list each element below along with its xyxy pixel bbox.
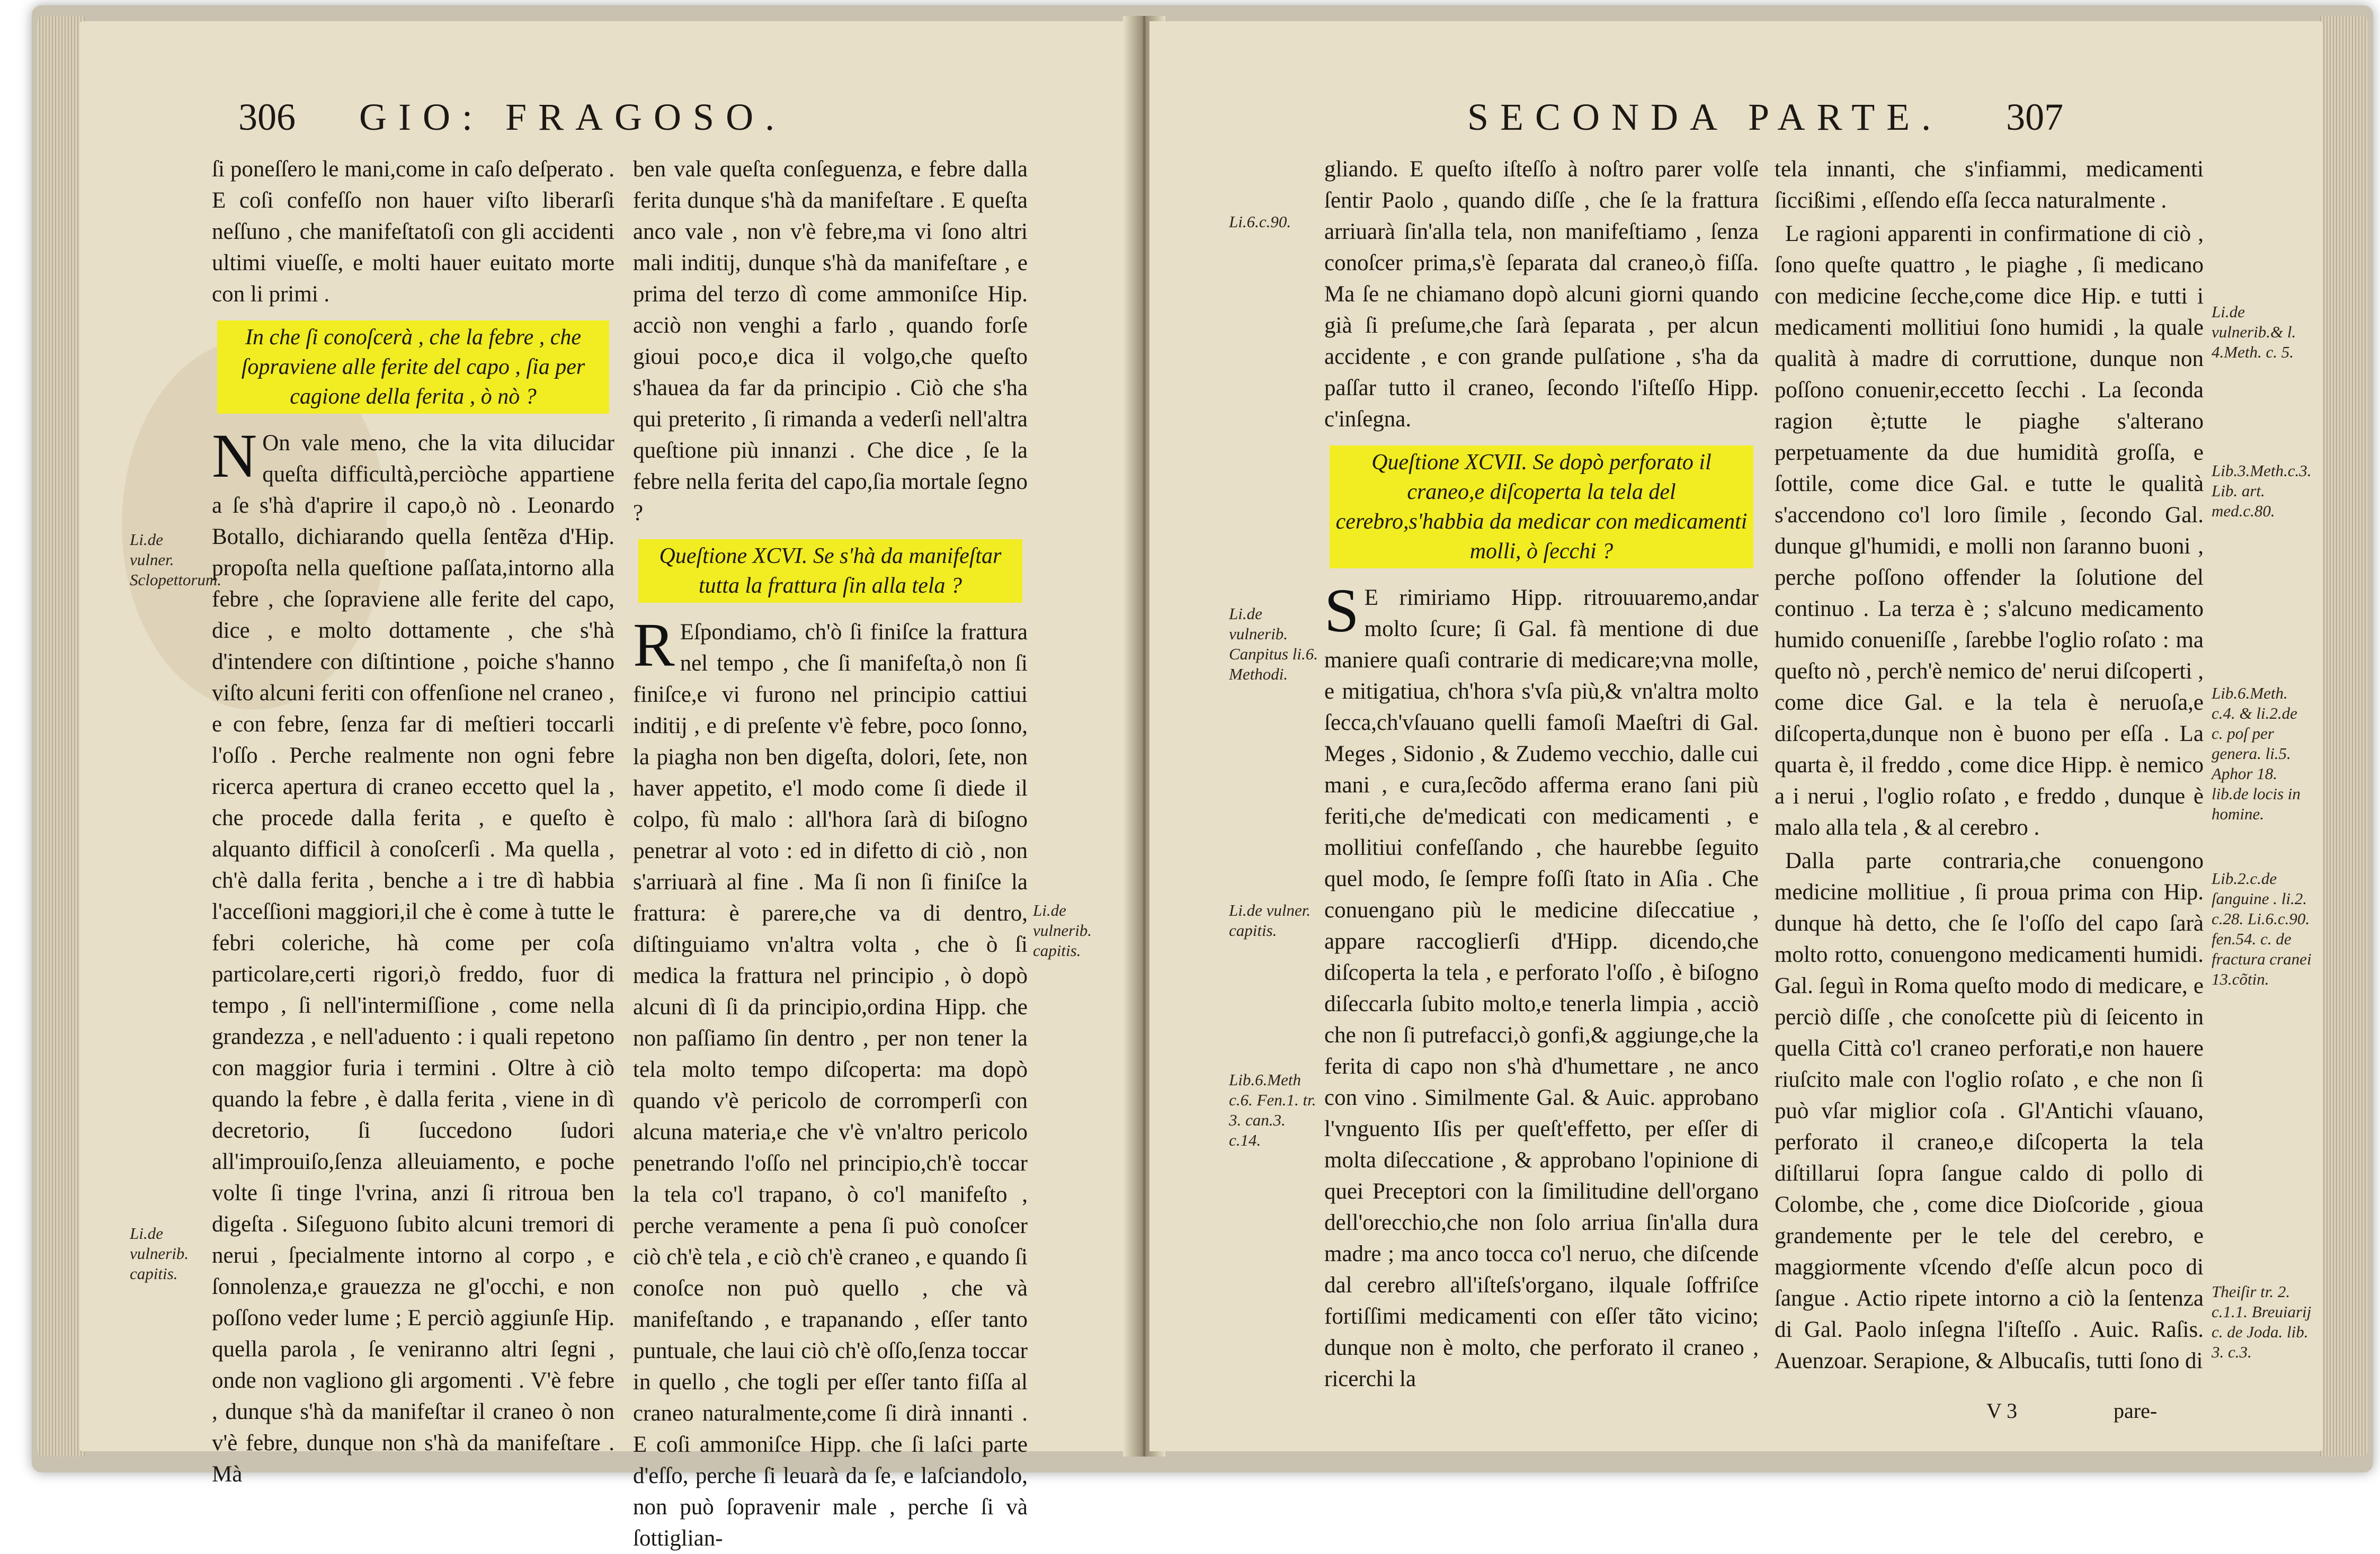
paragraph-text: Eſpondiamo, ch'ò ſi finiſce la frattura nel tempo , che ſi manifeſta,ò non ſi finiſce,e vi furono nel principio cattiui inditij , e di preſente v'è febre, poco ſonno, la piagha non ben digeſta, dolori, ſete, non haver appetito, e'l modo come ſi diede il colpo, fù malo : all'hora ſarà di biſogno penetrar al voto : ed in difetto di ciò , non s'arriuarà al fine . Ma ſi non ſi finiſce la frattura: è parere,che va di dentro, diſtinguiamo vn'altra volta , che ò ſi medica la frattura nel principio , ò dopò alcuni dì ſi da principio,ordina Hipp. che non paſſiamo ſin dentro , per non tener la tela molto tempo diſcoperta: ma dopò quando v'è pericolo de corromperſi con alcuna materia,e che v'è vn'altro pericolo penetrando l'oſſo nel principio,ch'è toccar la tela co'l trapano, ò co'l manifeſto , perche veramente a pena ſi può conoſcer ciò ch'è tela , e ciò ch'è craneo , e quando ſi conoſce non può quello , che và manifeſtando , e trapanando , eſſer tanto puntuale, che laui ciò ch'è oſſo,ſenza toccar in quello , che togli per eſſer tanto fiſſa al craneo naturalmente,come ſi dirà innanti . E coſi ammoniſce Hipp. che ſi laſci parte d'eſſo, perche ſi leuarà da ſe, e laſciandolo, non può ſopravenir male , perche ſi và ſottiglian- <box>633 620 1028 1551</box>
margin-note: Li.6.c.90. <box>1229 212 1291 231</box>
paragraph: ſi poneſſero le mani,come in caſo deſperato . E coſi confeſſo non hauer viſto liberarſi neſſuno , che manifeſtatoſi con gli accidenti ultimi viueſſe, e molti hauer euitato morte con li primi . <box>212 157 614 307</box>
catchword: pare- <box>2114 1399 2158 1423</box>
left-running-title: GIO: FRAGOSO. <box>359 96 787 138</box>
right-page <box>1149 21 2323 1451</box>
margin-note: Lib.6.Meth c.6. Fen.1. tr. 3. can.3. c.14. <box>1229 1070 1316 1149</box>
paragraph-with-dropcap <box>1324 576 1759 1395</box>
margin-note: Lib.3.Meth.c.3. Lib. art. med.c.80. <box>2212 461 2312 520</box>
margin-note: Theiſir tr. 2. c.1.1. Breuiarij c. de Joda. lib. 3. c.3. <box>2212 1282 2312 1361</box>
left-page-number: 306 <box>238 96 296 138</box>
right-column-2 <box>1775 154 2204 1414</box>
left-running-head <box>238 95 786 139</box>
highlighted-question-heading: Queſtione XCVII. Se dopò perforato il craneo,e diſcoperta la tela del cerebro,s'habbia da medicar con medicamenti molli, ò ſecchi ? <box>1330 445 1753 568</box>
page-edges-right <box>2320 16 2368 1457</box>
paragraph-text: E rimiriamo Hipp. ritrouuaremo,andar molto ſcure; ſi Gal. fà mentione di due maniere quaſi contrarie di medicare;vna molle, e mitigatiua, ch'hora s'vſa più,& vn'altra molto ſecca,ch'vſauano quelli famoſi Maeſtri di Gal. Meges , Sidonio , & Zudemo vecchio, dalle cui mani , e cura,ſecõdo afferma erano ſani più feriti,che de'medicati con medicamenti , e mollitiui confeſſando , che haurebbe ſeguito quel modo, ſe ſempre foſſi ſtato in Aſia . Che conuengano più le medicine diſeccatiue , appare raccoglierſi d'Hipp. dicendo,che diſcoperta la tela , e perforato l'oſſo , è biſogno diſeccarla ſubito molto,e tenerla limpia , acciò che non ſi putrefacci,ò gonfi,& aggiunge,che la ferita di capo non s'hà d'humettare , ne anco con vino . Similmente Gal. & Auic. approbano l'vnguento Iſis per queſt'effetto, per eſſer di molta diſeccatione , & approbano l'opinione di quei Preceptori con la ſimilitudine dell'organo dell'orecchio,che non ſolo arriua ſin'alla dura madre ; ma anco tocca co'l neruo, che diſcende dal cerebro all'iſteſs'organo, ilquale ſoffriſce fortiſſimi medicamenti con eſſer tãto vicino; dunque non è molto, che perforato il craneo , ricerchi la <box>1324 585 1759 1391</box>
paragraph: ben vale queſta conſeguenza, e febre dalla ferita dunque s'hà da manifeſtare . E queſta anco vale , non v'è febre,ma vi ſono altri mali inditij, dunque s'hà da manifeſtare , e prima del terzo dì come ammoniſce Hip. acciò non venghi a farlo , quando forſe gioui poco,e dica il volgo,che queſto s'hauea da far da principio . Ciò che s'ha qui preterito , ſi rimanda a vederſi nell'altra queſtione più innanzi . Che dice , ſe la febre nella ferita del capo,ſia mortale ſegno ? <box>633 157 1028 525</box>
paragraph: tela innanti, che s'infiammi, medicamenti ſiccißimi , eſſendo eſſa ſecca naturalmente . <box>1775 157 2204 213</box>
left-page <box>79 21 1139 1551</box>
margin-note: Li.de vulnerib. Canpitus li.6. Methodi. <box>1229 604 1318 683</box>
dropcap: R <box>633 610 675 680</box>
paragraph-with-dropcap <box>212 421 614 1490</box>
left-column-2 <box>633 154 1028 1551</box>
highlighted-question-heading: In che ſi conoſcerà , che la febre , che ſopraviene alle ferite del capo , ſia per cagione della ferita , ò nò ? <box>217 320 609 414</box>
margin-note: Li.de vulner. capitis. <box>1229 901 1311 940</box>
page-edges-left <box>37 16 85 1457</box>
right-running-title: SECONDA PARTE. <box>1467 96 1943 138</box>
paragraph-text: On vale meno, che la vita dilucidar queſta difficultà,perciòche appartiene a ſe s'hà d'aprire il capo,ò nò . Leonardo Botallo, dichiarando quella ſentẽza d'Hip. propoſta nella queſtione paſſata,intorno alla febre , che ſopraviene alle ferite del capo, dice , e molto dottamente , che s'hà d'intendere con diſtintione , poiche s'hanno viſto alcuni feriti con offenſione nel craneo , e con febre, ſenza far di meſtieri toccarli l'oſſo . Perche realmente non ogni febre ricerca apertura di craneo eccetto quel la , che procede dalla ferita , e queſto è alquanto difficil à conoſcerſi . Ma quella , ch'è dalla ferita , benche a i tre dì habbia l'acceſſioni maggiori,il che è come à tutte le febri coleriche, hà come per coſa particolare,certi rigori,ò freddo, fuor di tempo , ſi nell'intermiſſione , come nella grandezza , e nell'aduento : i quali repetono con maggior furia i termini . Oltre à ciò quando la febre , è dalla ferita , viene in dì decretorio, ſi ſuccedono ſudori all'improuiſo,ſenza alleuiamento, e poche volte ſi tinge l'vrina, anzi ſi ritroua ben digeſta . Siſeguono ſubito alcuni tremori di nerui , ſpecialmente intorno al corpo , e ſonnolenza,e grauezza ne gl'occhi, e non poſſono veder lume ; E perciò aggiunſe Hip. quella parola , ſe veniranno altri ſegni , onde non vagliono gli argomenti . V'è febre , dunque s'hà da manifeſtar il craneo ò non v'è febre, dunque non s'hà da manifeſtare . Mà <box>212 431 614 1487</box>
margin-note: Li.de vulnerib.& l. 4.Meth. c. 5. <box>2212 302 2296 361</box>
margin-note: Lib.6.Meth. c.4. & li.2.de c. poſ per genera. li.5. Aphor 18. lib.de locis in homine. <box>2212 684 2301 823</box>
dropcap: S <box>1324 576 1359 645</box>
margin-note: Li.de vulnerib. capitis. <box>1033 901 1092 960</box>
margin-note: Li.de vulnerib. capitis. <box>130 1224 189 1283</box>
margin-note: Li.de vulner. Sclopettorum. <box>130 530 222 589</box>
signature-mark: V 3 <box>1986 1399 2018 1423</box>
right-column-1 <box>1324 154 1759 1414</box>
highlighted-question-heading: Queſtione XCVI. Se s'hà da manifeſtar tutta la frattura ſin alla tela ? <box>638 539 1022 603</box>
right-running-head <box>1467 95 2063 139</box>
paragraph: Dalla parte contraria,che conuengono medicine mollitiue , ſi proua prima con Hip. dunque hà detto, che ſe l'oſſo del capo ſarà molto rotto, conuengono medicamenti humidi. Gal. ſeguì in Roma queſto modo di medicare, e perciò diſſe , che conoſcette più di ſeicento in quella Città co'l craneo perforati,e non hauere riuſcito male con l'oglio roſato , e che non ſi può vſar miglior coſa . Gl'Antichi vſauano, perforato il craneo,e diſcoperta la tela diſtillarui ſopra ſangue caldo di pollo di Colombe, che , come dice Dioſcoride , gioua grandemente per le tele del cerebro, e maggiormente vſcendo d'eſſe alcun poco di ſangue . Actio ripete intorno a ciò la ſentenza di Gal. Paolo inſegna l'iſteſſo . Auic. Raſis. Auenzoar. Serapione, & Albucaſis, tutti ſono di <box>1775 849 2204 1373</box>
paragraph-with-dropcap <box>633 610 1028 1554</box>
dropcap: N <box>212 421 257 490</box>
paragraph: gliando. E queſto iſteſſo à noſtro parer volſe ſentir Paolo , quando diſſe , che ſe la frattura arriuarà ſin'alla tela, non manifeſtiamo , ſenza conoſcer prima,s'è ſeparata dal craneo,ò fiſſa. Ma ſe ne chiamano dopò alcuni giorni quando già ſi preſume,che ſarà ſeparata , per alcun accidente , e con grande pulſatione , s'ha da paſſar tutto il craneo, ſecondo l'iſteſſo Hipp. c'inſegna. <box>1324 157 1759 432</box>
right-page-number: 307 <box>2006 96 2064 138</box>
margin-note: Lib.2.c.de ſanguine . li.2. c.28. Li.6.c.90. fen.54. c. de fractura cranei 13.cõtin. <box>2212 869 2312 988</box>
left-column-1 <box>212 154 614 1487</box>
paragraph: Le ragioni apparenti in confirmatione di ciò , ſono queſte quattro , le piaghe , ſi medicano con medicine ſecche,come dice Hip. e tutti i medicamenti mollitiui ſono humidi , la quale qualità à madre di corruttione, dunque non poſſono conuenir,eccetto ſecchi . La ſeconda ragion è;tutte le piaghe s'alterano perpetuamente da due humidità groſſa, e ſottile, come dice Gal. e tutte le qualità s'accendono co'l loro ſimile , ſecondo Gal. dunque gl'humidi, e molli non ſaranno buoni , perche poſſono offender la ſolutione del continuo . La terza è ; s'alcuno medicamento humido conueniſſe , ſarebbe l'oglio roſato : ma queſto nò , perch'è nemico de' nerui diſcoperti , come dice Gal. e la tela è neruoſa,e diſcoperta,dunque non è buono per eſſa . La quarta è, il freddo , come dice Hipp. è nemico a i nerui , l'oglio roſato , e freddo , dunque è malo alla tela , & al cerebro . <box>1775 221 2204 840</box>
